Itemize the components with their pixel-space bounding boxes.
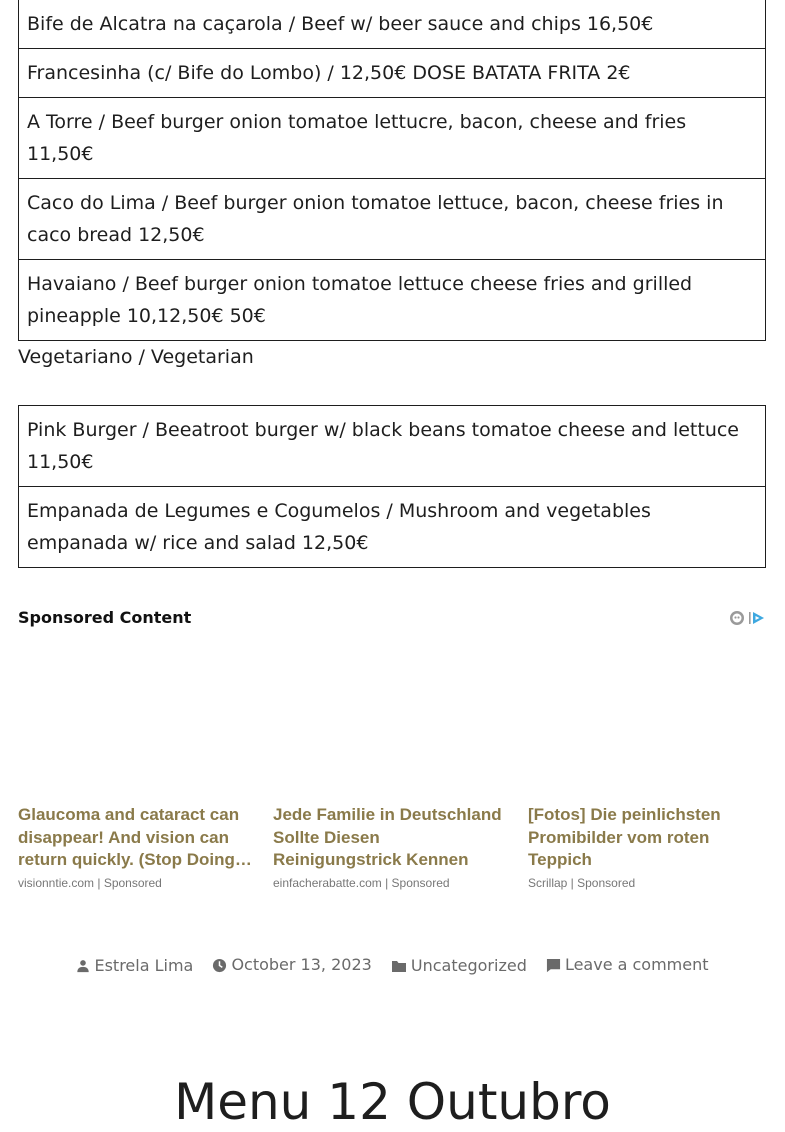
- menu-table-main: [18, 0, 766, 341]
- ad-network-logo-icon: [729, 610, 745, 626]
- ad-thumbnail[interactable]: [18, 662, 256, 800]
- menu-item: Havaiano / Beef burger onion tomatoe lettuce cheese fries and grilled pineapple 10,12,50€ 50€: [19, 260, 766, 341]
- menu-item: Bife de Alcatra na caçarola / Beef w/ beer sauce and chips 16,50€: [19, 0, 766, 49]
- adchoices-icon[interactable]: [729, 610, 767, 626]
- table-row: [19, 98, 766, 179]
- ad-source: Scrillap | Sponsored: [528, 875, 636, 890]
- post-category: [391, 953, 527, 979]
- ad-source: visionntie.com | Sponsored: [18, 875, 162, 890]
- ad-card[interactable]: [18, 662, 256, 891]
- ad-thumbnail[interactable]: [273, 662, 511, 800]
- adchoices-triangle-icon: [747, 610, 767, 626]
- next-post-title[interactable]: Menu 12 Outubro: [174, 1073, 611, 1131]
- comment-icon: [546, 958, 561, 973]
- menu-item: Caco do Lima / Beef burger onion tomatoe lettuce, bacon, cheese fries in caco bread 12,50€: [19, 179, 766, 260]
- post-date: [212, 952, 371, 978]
- ad-card[interactable]: [273, 662, 511, 891]
- section-heading-vegetarian: Vegetariano / Vegetarian: [18, 346, 254, 368]
- post-meta: [0, 952, 785, 981]
- folder-icon: [391, 959, 407, 973]
- person-icon: [76, 959, 90, 973]
- ad-headline[interactable]: [Fotos] Die peinlichsten Promibilder vom roten Teppich: [528, 805, 721, 869]
- ad-thumbnail[interactable]: [528, 662, 766, 800]
- menu-item: Francesinha (c/ Bife do Lombo) / 12,50€ DOSE BATATA FRITA 2€: [19, 49, 766, 98]
- menu-table-vegetarian: [18, 405, 766, 568]
- sponsored-content-widget: [18, 606, 767, 890]
- author-link[interactable]: Estrela Lima: [94, 955, 194, 975]
- leave-comment-link[interactable]: Leave a comment: [564, 955, 709, 974]
- category-link[interactable]: Uncategorized: [410, 955, 527, 975]
- clock-icon: [212, 958, 227, 973]
- ad-source: einfacherabatte.com | Sponsored: [273, 875, 450, 890]
- table-row: [19, 260, 766, 341]
- sponsored-title: Sponsored Content: [18, 608, 192, 627]
- ad-headline[interactable]: Glaucoma and cataract can disappear! And vision can return quickly. (Stop Doing: [18, 805, 240, 869]
- post-author: [76, 953, 193, 979]
- table-row: [19, 49, 766, 98]
- menu-item: A Torre / Beef burger onion tomatoe lettucre, bacon, cheese and fries 11,50€: [19, 98, 766, 179]
- table-row: [19, 179, 766, 260]
- menu-item: Pink Burger / Beeatroot burger w/ black beans tomatoe cheese and lettuce 11,50€: [19, 406, 766, 487]
- ad-card[interactable]: [528, 662, 766, 891]
- table-row: [19, 487, 766, 568]
- ad-headline[interactable]: Jede Familie in Deutschland Sollte Diesen Reinigungstrick Kennen: [273, 805, 502, 869]
- post-comments: [546, 952, 709, 978]
- menu-item: Empanada de Legumes e Cogumelos / Mushroom and vegetables empanada w/ rice and salad 12,50€: [19, 487, 766, 568]
- date-link[interactable]: October 13, 2023: [231, 955, 372, 974]
- table-row: [19, 0, 766, 49]
- table-row: [19, 406, 766, 487]
